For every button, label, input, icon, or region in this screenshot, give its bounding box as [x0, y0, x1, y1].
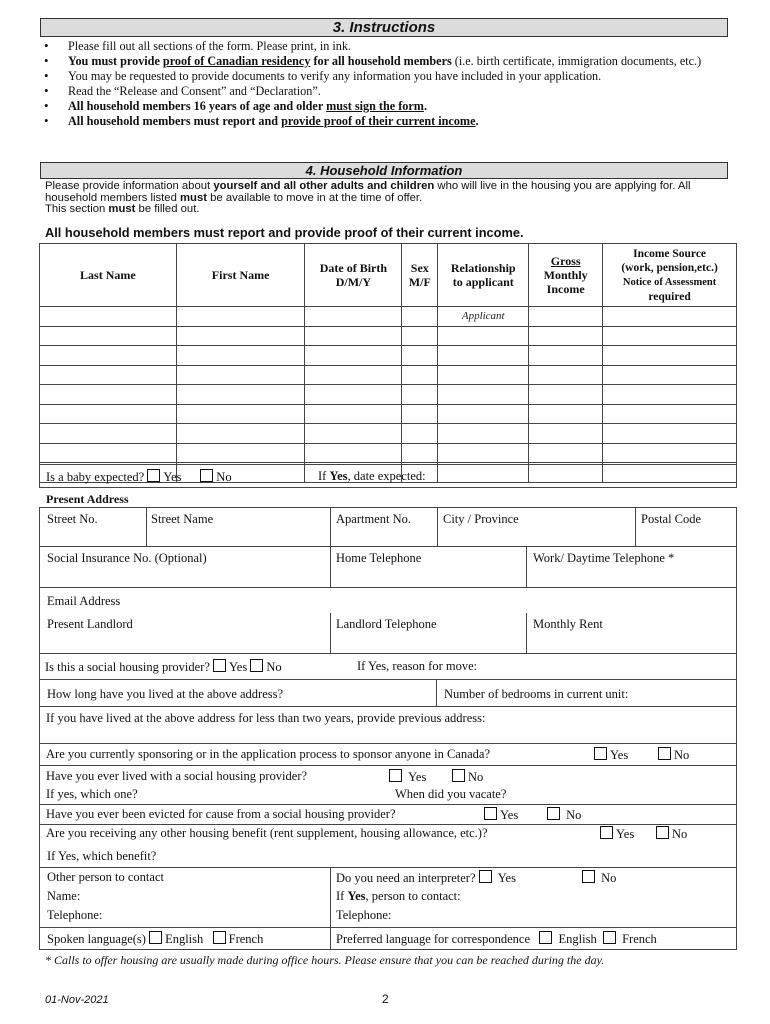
baby-date	[318, 469, 426, 483]
col-income-gross: Gross	[550, 254, 581, 268]
table-row	[40, 385, 737, 405]
baby-question-text: Is a baby expected?	[46, 470, 145, 484]
rule	[330, 546, 331, 587]
table-cell[interactable]	[438, 404, 529, 424]
french-label: French	[622, 932, 657, 946]
which-one-label: If yes, which one?	[46, 787, 138, 801]
preferred-french-checkbox[interactable]	[603, 931, 616, 944]
table-cell[interactable]	[529, 346, 603, 366]
lived-social-yes	[389, 769, 426, 784]
benefit-no	[656, 826, 687, 841]
yes-label: Yes	[408, 770, 427, 784]
sponsoring-no-checkbox[interactable]	[658, 747, 671, 760]
baby-no-label: No	[216, 470, 232, 484]
baby-yes-label: Yes	[163, 470, 182, 484]
interpreter-person-bold: Yes	[347, 889, 366, 903]
instruction-text: for all household members	[310, 54, 452, 68]
interpreter-telephone-label: Telephone:	[336, 908, 392, 922]
no-label: No	[674, 748, 690, 762]
table-cell[interactable]	[176, 326, 305, 346]
vacate-label: When did you vacate?	[395, 787, 507, 801]
table-cell[interactable]	[402, 424, 438, 444]
lived-social-no-checkbox[interactable]	[452, 769, 465, 782]
col-rel-line1: Relationship	[450, 261, 516, 275]
rule	[39, 824, 737, 825]
table-row	[40, 443, 737, 463]
yes-label: Yes	[229, 660, 248, 674]
footer-date: 01-Nov-2021	[45, 994, 109, 1006]
instruction-text: All household members must report and	[68, 114, 282, 128]
table-cell[interactable]	[176, 443, 305, 463]
col-dob-line2: D/M/Y	[335, 275, 372, 289]
table-cell[interactable]	[305, 346, 402, 366]
table-cell[interactable]	[438, 365, 529, 385]
instruction-item	[42, 115, 728, 127]
sponsoring-yes-checkbox[interactable]	[594, 747, 607, 760]
instruction-text: .	[475, 114, 479, 128]
table-cell[interactable]	[40, 326, 177, 346]
table-row	[40, 307, 737, 327]
street-name-label: Street Name	[151, 512, 214, 526]
instruction-item	[42, 70, 728, 82]
col-dob-line1: Date of Birth	[319, 261, 388, 275]
intro-bold: must	[180, 191, 208, 204]
footnote: * Calls to offer housing are usually made during office hours. Please ensure that you can be reached during the day.	[45, 953, 605, 967]
table-cell[interactable]	[438, 443, 529, 463]
table-cell[interactable]	[40, 346, 177, 366]
sponsoring-no	[658, 747, 689, 762]
instruction-item	[42, 100, 728, 112]
table-cell[interactable]	[176, 385, 305, 405]
table-cell[interactable]	[176, 404, 305, 424]
table-cell[interactable]	[305, 365, 402, 385]
section-4-intro	[45, 181, 725, 216]
rule	[39, 804, 737, 805]
social-provider-question	[45, 659, 282, 674]
present-address-heading: Present Address	[46, 492, 129, 506]
instruction-underlined: proof of Canadian residency	[162, 54, 311, 68]
table-cell[interactable]	[529, 443, 603, 463]
no-label: No	[672, 827, 688, 841]
intro-text: Please provide information about	[45, 180, 214, 192]
baby-question	[46, 469, 232, 484]
col-income-source	[603, 244, 737, 307]
baby-yes-checkbox[interactable]	[147, 469, 160, 482]
how-long-label: How long have you lived at the above address?	[47, 687, 284, 701]
spoken-french-checkbox[interactable]	[213, 931, 226, 944]
rule	[330, 507, 331, 546]
no-label: No	[601, 871, 617, 885]
table-cell[interactable]	[402, 404, 438, 424]
spoken-text: Spoken language(s)	[47, 932, 146, 946]
table-cell[interactable]	[176, 307, 305, 327]
table-cell[interactable]	[438, 346, 529, 366]
contact-name-label: Name:	[47, 889, 81, 903]
table-cell[interactable]	[603, 443, 737, 463]
col-first-name: First Name	[176, 244, 305, 307]
table-cell[interactable]	[529, 326, 603, 346]
table-cell[interactable]	[603, 307, 737, 327]
english-label: English	[165, 932, 204, 946]
table-cell[interactable]	[40, 307, 177, 327]
interpreter-question	[336, 870, 516, 885]
table-cell[interactable]	[529, 307, 603, 327]
interpreter-text: Do you need an interpreter?	[336, 871, 476, 885]
rule	[39, 587, 737, 588]
col-sex-line1: Sex	[410, 261, 429, 275]
instruction-underlined: provide proof of their current income	[281, 114, 476, 128]
table-row	[40, 404, 737, 424]
rule	[146, 507, 147, 546]
social-provider-text: Is this a social housing provider?	[45, 660, 210, 674]
interpreter-no-checkbox[interactable]	[582, 870, 595, 883]
rule	[39, 867, 737, 868]
table-cell[interactable]	[402, 326, 438, 346]
benefit-question: Are you receiving any other housing benefit (rent supplement, housing allowance, etc.)?	[46, 826, 488, 840]
rent-label: Monthly Rent	[533, 617, 603, 631]
no-label: No	[566, 808, 582, 822]
no-label: No	[266, 660, 282, 674]
sin-label: Social Insurance No. (Optional)	[47, 551, 207, 565]
yes-label: Yes	[497, 871, 516, 885]
table-cell[interactable]	[438, 424, 529, 444]
rule	[39, 927, 737, 928]
rule	[635, 507, 636, 546]
evicted-yes	[484, 807, 518, 822]
table-cell[interactable]	[176, 365, 305, 385]
other-contact-label: Other person to contact	[47, 870, 164, 884]
col-dob	[305, 244, 402, 307]
social-provider-yes-checkbox[interactable]	[213, 659, 226, 672]
email-label: Email Address	[47, 594, 121, 608]
benefit-yes-checkbox[interactable]	[600, 826, 613, 839]
no-label: No	[468, 770, 484, 784]
which-benefit-label: If Yes, which benefit?	[47, 849, 157, 863]
table-cell[interactable]	[402, 365, 438, 385]
table-cell[interactable]	[402, 385, 438, 405]
table-cell[interactable]	[305, 326, 402, 346]
household-table	[39, 243, 737, 483]
table-cell[interactable]	[40, 424, 177, 444]
contact-telephone-label: Telephone:	[47, 908, 103, 922]
col-src-line2: (work, pension,etc.)	[621, 261, 718, 274]
table-cell[interactable]	[176, 346, 305, 366]
french-label: French	[228, 932, 264, 946]
table-cell[interactable]	[305, 385, 402, 405]
table-cell[interactable]	[529, 365, 603, 385]
bedrooms-label: Number of bedrooms in current unit:	[444, 687, 629, 701]
baby-date-post: , date expected:	[347, 469, 426, 483]
table-cell[interactable]	[603, 404, 737, 424]
applicant-cell: Applicant	[438, 307, 529, 327]
apartment-label: Apartment No.	[336, 512, 411, 526]
rule	[526, 613, 527, 653]
city-label: City / Province	[443, 512, 519, 526]
instruction-text: .	[423, 99, 427, 113]
spoken-english-checkbox[interactable]	[149, 931, 162, 944]
instructions-list	[42, 40, 728, 130]
sponsoring-yes	[594, 747, 628, 762]
evicted-yes-checkbox[interactable]	[484, 807, 497, 820]
intro-bold: yourself and all other adults and children	[213, 180, 435, 192]
interpreter-person-post: , person to contact:	[365, 889, 461, 903]
section-4-heading: 4. Household Information	[40, 162, 728, 179]
table-cell[interactable]	[529, 424, 603, 444]
table-header-row	[40, 244, 737, 307]
table-cell[interactable]	[305, 307, 402, 327]
col-relationship	[438, 244, 529, 307]
instruction-item	[42, 40, 728, 52]
instruction-item	[42, 55, 728, 67]
evicted-no	[547, 807, 581, 822]
rule	[39, 679, 737, 680]
street-no-label: Street No.	[47, 512, 98, 526]
instruction-text: You may be requested to provide documents to verify any information you have included in your application.	[68, 69, 602, 83]
intro-text: be available to move in at the time of offer.	[207, 191, 423, 204]
benefit-no-checkbox[interactable]	[656, 826, 669, 839]
evicted-question: Have you ever been evicted for cause from a social housing provider?	[46, 807, 396, 821]
table-cell[interactable]	[438, 385, 529, 405]
baby-no-checkbox[interactable]	[200, 469, 213, 482]
social-provider-no-checkbox[interactable]	[250, 659, 263, 672]
benefit-yes	[600, 826, 634, 841]
yes-label: Yes	[616, 827, 635, 841]
table-cell[interactable]	[402, 307, 438, 327]
col-src-line4: required	[648, 290, 691, 303]
interpreter-person-pre: If	[336, 889, 348, 903]
intro-text: who will live in the housing you are applying for. All household members listed	[45, 180, 691, 204]
reason-label: If Yes, reason for move:	[357, 659, 478, 673]
lived-social-question: Have you ever lived with a social housing provider?	[46, 769, 308, 783]
instruction-text: All household members 16 years of age and older	[68, 99, 327, 113]
table-row	[40, 424, 737, 444]
landlord-tel-label: Landlord Telephone	[336, 617, 437, 631]
col-sex-line2: M/F	[408, 275, 431, 289]
interpreter-yes-checkbox[interactable]	[479, 870, 492, 883]
yes-label: Yes	[500, 808, 519, 822]
col-income-monthly: Monthly	[543, 268, 588, 282]
rule	[39, 743, 737, 744]
col-src-line1: Income Source	[633, 247, 707, 260]
preferred-english-checkbox[interactable]	[539, 931, 552, 944]
instruction-underlined: must sign the form	[326, 99, 424, 113]
rule	[39, 706, 737, 707]
rule	[330, 867, 331, 950]
table-cell[interactable]	[529, 385, 603, 405]
instruction-text: (i.e. birth certificate, immigration documents, etc.)	[451, 54, 702, 68]
table-row	[40, 365, 737, 385]
rule	[330, 613, 331, 653]
rule	[436, 679, 437, 706]
previous-address-label: If you have lived at the above address for less than two years, provide previous address:	[46, 711, 486, 725]
table-cell[interactable]	[603, 326, 737, 346]
baby-date-pre: If	[318, 469, 330, 483]
rule	[437, 507, 438, 546]
interpreter-person	[336, 889, 461, 903]
table-cell[interactable]	[438, 326, 529, 346]
instruction-text: You must provide	[68, 54, 163, 68]
table-cell[interactable]	[40, 404, 177, 424]
col-income-income: Income	[546, 282, 585, 296]
table-cell[interactable]	[305, 443, 402, 463]
spoken-language	[47, 931, 263, 946]
postal-label: Postal Code	[641, 512, 702, 526]
yes-label: Yes	[610, 748, 629, 762]
sponsoring-question: Are you currently sponsoring or in the application process to sponsor anyone in Canada?	[46, 747, 490, 761]
col-rel-line2: to applicant	[452, 275, 514, 289]
section-3-heading: 3. Instructions	[40, 18, 728, 37]
table-cell[interactable]	[40, 365, 177, 385]
table-cell[interactable]	[603, 346, 737, 366]
rule	[39, 546, 737, 547]
intro-text: be filled out.	[135, 203, 200, 215]
income-requirement: All household members must report and provide proof of their current income.	[45, 225, 524, 240]
col-last-name: Last Name	[40, 244, 177, 307]
preferred-text: Preferred language for correspondence	[336, 932, 530, 946]
lived-social-yes-checkbox[interactable]	[389, 769, 402, 782]
table-cell[interactable]	[603, 385, 737, 405]
instruction-text: Read the “Release and Consent” and “Declaration”.	[68, 84, 321, 98]
english-label: English	[558, 932, 597, 946]
instruction-item	[42, 85, 728, 97]
table-cell[interactable]	[603, 424, 737, 444]
col-income	[529, 244, 603, 307]
table-row	[40, 326, 737, 346]
home-tel-label: Home Telephone	[336, 551, 422, 565]
preferred-language	[336, 931, 657, 946]
table-cell[interactable]	[305, 404, 402, 424]
table-cell[interactable]	[40, 443, 177, 463]
instruction-text: Please fill out all sections of the form. Please print, in ink.	[68, 39, 351, 53]
table-row	[40, 346, 737, 366]
intro-bold: must	[108, 203, 136, 215]
table-cell[interactable]	[305, 424, 402, 444]
table-cell[interactable]	[402, 443, 438, 463]
evicted-no-checkbox[interactable]	[547, 807, 560, 820]
rule	[39, 765, 737, 766]
table-cell[interactable]	[176, 424, 305, 444]
page-number: 2	[382, 992, 389, 1006]
baby-date-bold: Yes	[329, 469, 348, 483]
table-cell[interactable]	[402, 346, 438, 366]
col-src-line3: Notice of Assessment	[622, 276, 717, 288]
interpreter-no	[582, 870, 616, 885]
landlord-label: Present Landlord	[47, 617, 133, 631]
lived-social-no	[452, 769, 483, 784]
col-sex	[402, 244, 438, 307]
work-tel-label: Work/ Daytime Telephone *	[533, 551, 675, 565]
rule	[39, 653, 737, 654]
rule	[526, 546, 527, 587]
table-cell[interactable]	[40, 385, 177, 405]
intro-text: This section	[45, 203, 109, 215]
table-cell[interactable]	[529, 404, 603, 424]
table-cell[interactable]	[603, 365, 737, 385]
